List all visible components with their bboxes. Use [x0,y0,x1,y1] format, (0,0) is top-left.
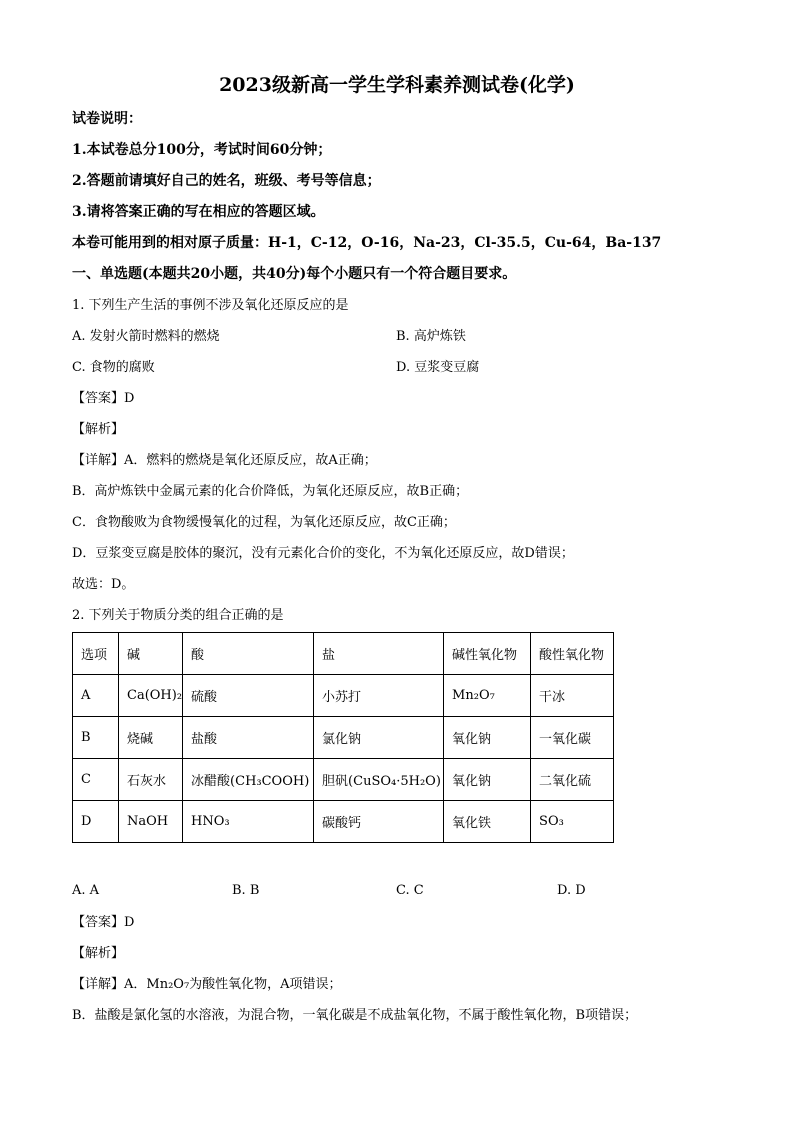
table-row [73,801,614,843]
table-row [73,759,614,801]
section-heading: 一、单选题(本题共20小题，共40分)每个小题只有一个符合题目要求。 [72,266,517,282]
table-cell: NaOH [119,801,183,843]
classification-table [72,632,614,843]
table-header: 酸性氧化物 [531,633,614,675]
intro-item: 2.答题前请填好自己的姓名，班级、考号等信息； [72,173,381,189]
q2-detail: 【详解】A．Mn₂O₇为酸性氧化物，A项错误； [72,977,342,992]
q1-detail: D．豆浆变豆腐是胶体的聚沉，没有元素化合价的变化，不为氧化还原反应，故D错误； [72,546,574,561]
q2-analysis: 【解析】 [72,946,125,961]
table-cell: C [73,759,119,801]
table-cell: Mn₂O₇ [444,675,531,717]
table-cell: Ca(OH)₂ [119,675,183,717]
atomic-masses: 本卷可能用到的相对原子质量：H-1，C-12，O-16，Na-23，Cl-35.5，Cu-64，Ba-137 [72,235,662,251]
table-header: 选项 [73,633,119,675]
q1-option-b: B. 高炉炼铁 [396,329,466,344]
table-cell: 石灰水 [119,759,183,801]
q1-stem: 1. 下列生产生活的事例不涉及氧化还原反应的是 [72,298,349,313]
table-cell: 一氧化碳 [531,717,614,759]
q2-option-b: B. B [232,883,260,898]
table-row [73,717,614,759]
table-header: 酸 [183,633,314,675]
intro-item: 1.本试卷总分100分，考试时间60分钟； [72,142,332,158]
table-cell: A [73,675,119,717]
table-cell: 氯化钠 [314,717,444,759]
q1-option-c: C. 食物的腐败 [72,360,155,375]
table-cell: 硫酸 [183,675,314,717]
table-cell: SO₃ [531,801,614,843]
table-cell: 二氧化硫 [531,759,614,801]
intro-item: 3.请将答案正确的写在相应的答题区域。 [72,204,325,220]
table-cell: 烧碱 [119,717,183,759]
table-cell: D [73,801,119,843]
q1-analysis: 【解析】 [72,422,125,437]
page-title: 2023级新高一学生学科素养测试卷(化学) [219,74,575,96]
q2-stem: 2. 下列关于物质分类的组合正确的是 [72,608,284,623]
table-cell: 碳酸钙 [314,801,444,843]
table-cell: 氧化钠 [444,717,531,759]
table-cell: 盐酸 [183,717,314,759]
table-header: 碱性氧化物 [444,633,531,675]
q1-conclusion: 故选：D。 [72,577,135,592]
table-header-row [73,633,614,675]
q2-answer: 【答案】D [72,915,135,930]
table-header: 盐 [314,633,444,675]
q1-detail: C．食物酸败为食物缓慢氧化的过程，为氧化还原反应，故C正确； [72,515,456,530]
table-cell: 氧化铁 [444,801,531,843]
q2-detail: B．盐酸是氯化氢的水溶液，为混合物，一氧化碳是不成盐氧化物，不属于酸性氧化物，B项错误； [72,1008,638,1023]
intro-heading: 试卷说明： [72,111,142,127]
table-cell: HNO₃ [183,801,314,843]
table-header: 碱 [119,633,183,675]
table-cell: 氧化钠 [444,759,531,801]
table-cell: 小苏打 [314,675,444,717]
q1-option-d: D. 豆浆变豆腐 [396,360,480,375]
q1-option-a: A. 发射火箭时燃料的燃烧 [72,329,220,344]
q1-detail: B．高炉炼铁中金属元素的化合价降低，为氧化还原反应，故B正确； [72,484,469,499]
q2-option-d: D. D [557,883,586,898]
table-cell: 冰醋酸(CH₃COOH) [183,759,314,801]
q1-detail: 【详解】A．燃料的燃烧是氧化还原反应，故A正确； [72,453,377,468]
table-cell: 胆矾(CuSO₄·5H₂O) [314,759,444,801]
table-cell: B [73,717,119,759]
table-row [73,675,614,717]
q1-answer: 【答案】D [72,391,135,406]
table-cell: 干冰 [531,675,614,717]
q2-option-c: C. C [396,883,424,898]
q2-option-a: A. A [72,883,100,898]
